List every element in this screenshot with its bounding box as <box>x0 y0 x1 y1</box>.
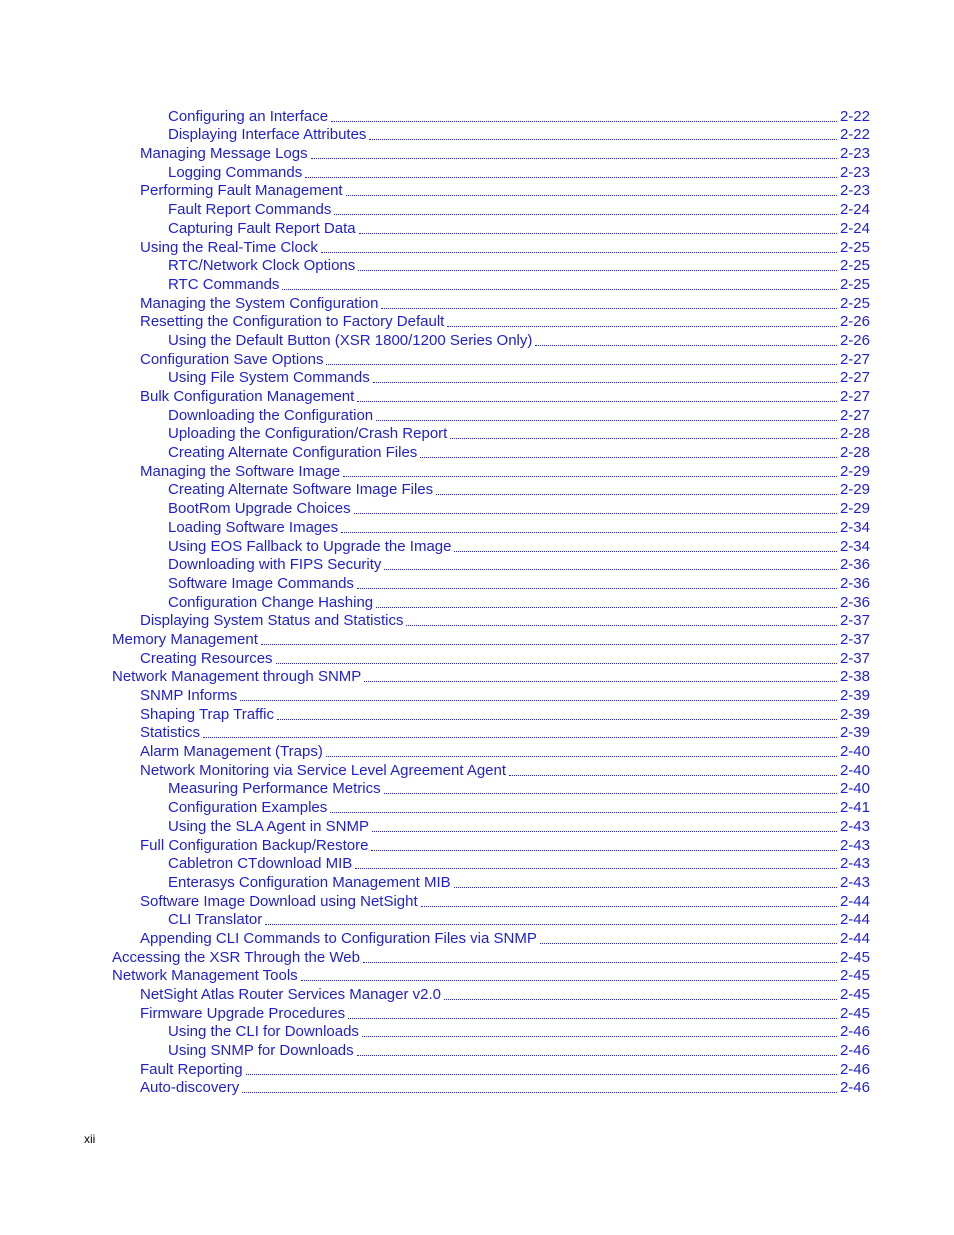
toc-entry-title: Configuration Examples <box>168 799 328 817</box>
dot-leader <box>358 269 837 271</box>
dot-leader <box>359 232 837 234</box>
toc-entry-page: 2-39 <box>839 687 870 704</box>
toc-entry-title: SNMP Informs <box>140 687 238 704</box>
dot-leader <box>376 419 837 421</box>
toc-entry-page: 2-29 <box>839 500 870 518</box>
toc-entry-page: 2-26 <box>839 331 870 349</box>
toc-entry[interactable] <box>168 499 870 518</box>
toc-entry-page: 2-37 <box>839 612 870 630</box>
toc-entry[interactable] <box>168 873 870 892</box>
toc-entry-title: Software Image Commands <box>168 574 354 592</box>
dot-leader <box>371 849 837 851</box>
toc-entry-page: 2-23 <box>839 145 870 163</box>
toc-entry-page: 2-25 <box>839 257 870 275</box>
dot-leader <box>384 568 837 570</box>
toc-entry-page: 2-39 <box>839 705 870 723</box>
dot-leader <box>348 1017 837 1019</box>
toc-entry[interactable] <box>140 1004 870 1023</box>
dot-leader <box>436 493 837 495</box>
toc-entry[interactable] <box>140 1079 870 1098</box>
dot-leader <box>357 1054 837 1056</box>
toc-entry-page: 2-41 <box>839 799 870 817</box>
dot-leader <box>240 699 837 701</box>
toc-entry-page: 2-34 <box>839 537 870 555</box>
toc-entry-title: Using the Real-Time Clock <box>140 238 318 256</box>
toc-entry-page: 2-36 <box>839 556 870 574</box>
dot-leader <box>326 363 837 365</box>
toc-entry[interactable] <box>168 911 870 930</box>
toc-entry-title: Managing the System Configuration <box>140 294 379 312</box>
dot-leader <box>509 774 837 776</box>
toc-entry[interactable] <box>168 163 870 182</box>
toc-entry-page: 2-22 <box>839 107 870 125</box>
toc-entry-title: Bulk Configuration Management <box>140 388 355 405</box>
toc-entry[interactable] <box>168 219 870 238</box>
dot-leader <box>341 531 837 533</box>
toc-entry-title: Memory Management <box>112 630 258 648</box>
toc-entry[interactable] <box>168 518 870 537</box>
toc-entry-title: Network Monitoring via Service Level Agreement Agent <box>140 761 507 779</box>
toc-entry-page: 2-28 <box>839 444 870 462</box>
dot-leader <box>354 512 837 514</box>
dot-leader <box>372 830 837 832</box>
toc-entry-title: Creating Resources <box>140 649 273 667</box>
toc-entry-page: 2-23 <box>839 163 870 181</box>
toc-entry-title: Shaping Trap Traffic <box>140 705 274 723</box>
toc-entry-page: 2-45 <box>839 967 870 985</box>
toc-entry-page: 2-24 <box>839 219 870 237</box>
dot-leader <box>311 157 837 159</box>
dot-leader <box>276 662 837 664</box>
toc-entry[interactable] <box>168 331 870 350</box>
toc-entry[interactable] <box>168 406 870 425</box>
toc-entry[interactable] <box>140 387 870 406</box>
dot-leader <box>369 138 837 140</box>
toc-entry-title: Statistics <box>140 724 201 742</box>
toc-entry-title: Network Management through SNMP <box>112 668 362 686</box>
toc-entry[interactable] <box>168 593 870 612</box>
dot-leader <box>454 886 837 888</box>
toc-entry[interactable] <box>140 929 870 948</box>
toc-entry[interactable] <box>140 724 870 743</box>
toc-entry[interactable] <box>140 313 870 332</box>
toc-entry-page: 2-27 <box>839 369 870 387</box>
toc-entry-title: BootRom Upgrade Choices <box>168 500 351 518</box>
table-of-contents <box>0 107 954 1097</box>
toc-entry[interactable] <box>168 537 870 556</box>
toc-entry[interactable] <box>168 780 870 799</box>
dot-leader <box>321 251 837 253</box>
dot-leader <box>326 755 837 757</box>
toc-entry-page: 2-45 <box>839 948 870 966</box>
toc-entry[interactable] <box>168 369 870 388</box>
dot-leader <box>301 979 837 981</box>
toc-entry[interactable] <box>168 275 870 294</box>
toc-entry[interactable] <box>168 126 870 145</box>
dot-leader <box>265 923 837 925</box>
dot-leader <box>373 381 837 383</box>
toc-entry-page: 2-36 <box>839 593 870 611</box>
toc-entry[interactable] <box>140 182 870 201</box>
toc-entry-title: Enterasys Configuration Management MIB <box>168 873 451 891</box>
dot-leader <box>535 344 837 346</box>
toc-entry-title: Accessing the XSR Through the Web <box>112 948 360 966</box>
toc-entry-page: 2-40 <box>839 743 870 761</box>
toc-entry-page: 2-44 <box>839 929 870 947</box>
dot-leader <box>363 961 837 963</box>
toc-entry-title: Downloading the Configuration <box>168 406 374 424</box>
toc-entry-page: 2-40 <box>839 761 870 779</box>
toc-entry-title: Using the CLI for Downloads <box>168 1023 359 1041</box>
toc-entry[interactable] <box>168 481 870 500</box>
toc-entry-page: 2-45 <box>839 1004 870 1022</box>
toc-entry-title: Using File System Commands <box>168 369 370 387</box>
toc-entry[interactable] <box>140 1060 870 1079</box>
dot-leader <box>357 400 837 402</box>
toc-entry[interactable] <box>140 761 870 780</box>
dot-leader <box>282 288 837 290</box>
dot-leader <box>406 624 837 626</box>
toc-entry-title: Using the SLA Agent in SNMP <box>168 817 369 835</box>
toc-entry[interactable] <box>140 892 870 911</box>
toc-entry-page: 2-27 <box>839 388 870 405</box>
dot-leader <box>421 905 837 907</box>
toc-entry-title: Network Management Tools <box>112 967 298 985</box>
dot-leader <box>343 475 837 477</box>
dot-leader <box>334 213 837 215</box>
toc-entry[interactable] <box>168 574 870 593</box>
toc-entry-title: Uploading the Configuration/Crash Report <box>168 425 448 443</box>
toc-entry-title: RTC/Network Clock Options <box>168 257 356 275</box>
dot-leader <box>454 550 836 552</box>
dot-leader <box>357 587 837 589</box>
toc-entry-title: Logging Commands <box>168 163 303 181</box>
dot-leader <box>277 718 837 720</box>
toc-entry-page: 2-46 <box>839 1023 870 1041</box>
toc-entry-title: Full Configuration Backup/Restore <box>140 836 369 854</box>
toc-entry[interactable] <box>168 443 870 462</box>
toc-entry-page: 2-46 <box>839 1042 870 1060</box>
dot-leader <box>331 120 837 122</box>
dot-leader <box>242 1091 837 1093</box>
toc-entry-title: Displaying Interface Attributes <box>168 126 367 144</box>
toc-entry-page: 2-24 <box>839 201 870 219</box>
toc-entry-title: Managing the Software Image <box>140 462 341 480</box>
dot-leader <box>376 606 837 608</box>
toc-entry-title: Using the Default Button (XSR 1800/1200 Series Only) <box>168 331 533 349</box>
toc-entry-page: 2-25 <box>839 238 870 256</box>
toc-entry-page: 2-23 <box>839 182 870 200</box>
dot-leader <box>330 811 837 813</box>
toc-entry-page: 2-26 <box>839 313 870 331</box>
toc-entry[interactable] <box>168 817 870 836</box>
dot-leader <box>203 736 837 738</box>
toc-entry-page: 2-44 <box>839 911 870 929</box>
toc-entry[interactable] <box>168 1023 870 1042</box>
toc-entry[interactable] <box>140 462 870 481</box>
dot-leader <box>450 437 837 439</box>
page-number: xii <box>84 1132 96 1146</box>
toc-entry-title: Performing Fault Management <box>140 182 343 200</box>
toc-entry-title: Alarm Management (Traps) <box>140 743 323 761</box>
toc-entry-page: 2-25 <box>839 294 870 312</box>
toc-entry-page: 2-25 <box>839 275 870 293</box>
toc-entry-title: Cabletron CTdownload MIB <box>168 855 353 873</box>
toc-entry[interactable] <box>140 686 870 705</box>
toc-entry-title: Fault Report Commands <box>168 201 332 219</box>
toc-entry-title: Displaying System Status and Statistics <box>140 612 404 630</box>
toc-entry-page: 2-40 <box>839 780 870 798</box>
toc-entry-page: 2-34 <box>839 518 870 536</box>
toc-entry-page: 2-29 <box>839 481 870 499</box>
toc-entry-page: 2-27 <box>839 350 870 368</box>
dot-leader <box>362 1035 837 1037</box>
toc-entry[interactable] <box>168 1041 870 1060</box>
toc-entry-page: 2-27 <box>839 406 870 424</box>
toc-entry-title: Firmware Upgrade Procedures <box>140 1004 346 1022</box>
toc-entry-page: 2-46 <box>839 1079 870 1097</box>
toc-entry[interactable] <box>168 556 870 575</box>
toc-entry-page: 2-43 <box>839 817 870 835</box>
toc-entry-title: Configuration Change Hashing <box>168 593 374 611</box>
toc-entry[interactable] <box>140 649 870 668</box>
toc-entry-title: Capturing Fault Report Data <box>168 219 356 237</box>
toc-entry-title: Creating Alternate Configuration Files <box>168 444 418 462</box>
toc-entry[interactable] <box>140 238 870 257</box>
toc-entry[interactable] <box>140 350 870 369</box>
toc-entry-page: 2-45 <box>839 986 870 1003</box>
toc-entry-page: 2-22 <box>839 126 870 144</box>
toc-entry-page: 2-28 <box>839 425 870 443</box>
dot-leader <box>364 680 837 682</box>
dot-leader <box>444 998 837 1000</box>
toc-entry-page: 2-38 <box>839 668 870 686</box>
toc-entry-title: Resetting the Configuration to Factory Default <box>140 313 445 331</box>
dot-leader <box>381 307 836 309</box>
toc-entry-title: Fault Reporting <box>140 1060 243 1078</box>
toc-entry-title: Managing Message Logs <box>140 145 308 163</box>
toc-entry-page: 2-43 <box>839 836 870 854</box>
toc-entry[interactable] <box>112 967 870 986</box>
toc-entry-page: 2-29 <box>839 462 870 480</box>
toc-entry[interactable] <box>112 668 870 687</box>
toc-entry[interactable] <box>112 630 870 649</box>
toc-entry-page: 2-44 <box>839 892 870 910</box>
toc-entry[interactable] <box>140 294 870 313</box>
toc-entry-title: CLI Translator <box>168 911 263 929</box>
toc-entry[interactable] <box>168 425 870 444</box>
toc-entry[interactable] <box>140 985 870 1004</box>
toc-entry[interactable] <box>112 948 870 967</box>
dot-leader <box>384 792 837 794</box>
toc-entry-title: RTC Commands <box>168 275 280 293</box>
toc-entry-title: Loading Software Images <box>168 518 339 536</box>
toc-entry[interactable] <box>168 855 870 874</box>
dot-leader <box>261 643 837 645</box>
dot-leader <box>420 456 837 458</box>
toc-entry-title: Software Image Download using NetSight <box>140 892 418 910</box>
toc-entry-title: Appending CLI Commands to Configuration Files via SNMP <box>140 929 537 947</box>
dot-leader <box>447 325 837 327</box>
toc-entry-title: Measuring Performance Metrics <box>168 780 381 798</box>
toc-entry-title: NetSight Atlas Router Services Manager v2.0 <box>140 986 441 1003</box>
dot-leader <box>540 942 837 944</box>
toc-entry-title: Creating Alternate Software Image Files <box>168 481 434 499</box>
toc-entry-page: 2-39 <box>839 724 870 742</box>
toc-entry-page: 2-43 <box>839 855 870 873</box>
toc-entry-title: Downloading with FIPS Security <box>168 556 382 574</box>
toc-entry-page: 2-37 <box>839 630 870 648</box>
toc-entry-page: 2-37 <box>839 649 870 667</box>
toc-entry-title: Using EOS Fallback to Upgrade the Image <box>168 537 452 555</box>
toc-entry-page: 2-43 <box>839 873 870 891</box>
toc-entry-page: 2-36 <box>839 574 870 592</box>
toc-entry[interactable] <box>140 612 870 631</box>
toc-entry[interactable] <box>140 742 870 761</box>
dot-leader <box>305 176 837 178</box>
toc-entry[interactable] <box>168 107 870 126</box>
toc-entry[interactable] <box>168 257 870 276</box>
toc-entry-page: 2-46 <box>839 1060 870 1078</box>
dot-leader <box>346 194 837 196</box>
toc-entry[interactable] <box>168 798 870 817</box>
toc-entry-title: Configuration Save Options <box>140 350 324 368</box>
toc-entry[interactable] <box>140 705 870 724</box>
dot-leader <box>246 1073 837 1075</box>
toc-entry-title: Using SNMP for Downloads <box>168 1042 354 1060</box>
toc-entry[interactable] <box>168 200 870 219</box>
toc-entry-title: Auto-discovery <box>140 1079 240 1097</box>
dot-leader <box>355 867 837 869</box>
toc-entry[interactable] <box>140 836 870 855</box>
toc-entry[interactable] <box>140 144 870 163</box>
toc-entry-title: Configuring an Interface <box>168 107 329 125</box>
